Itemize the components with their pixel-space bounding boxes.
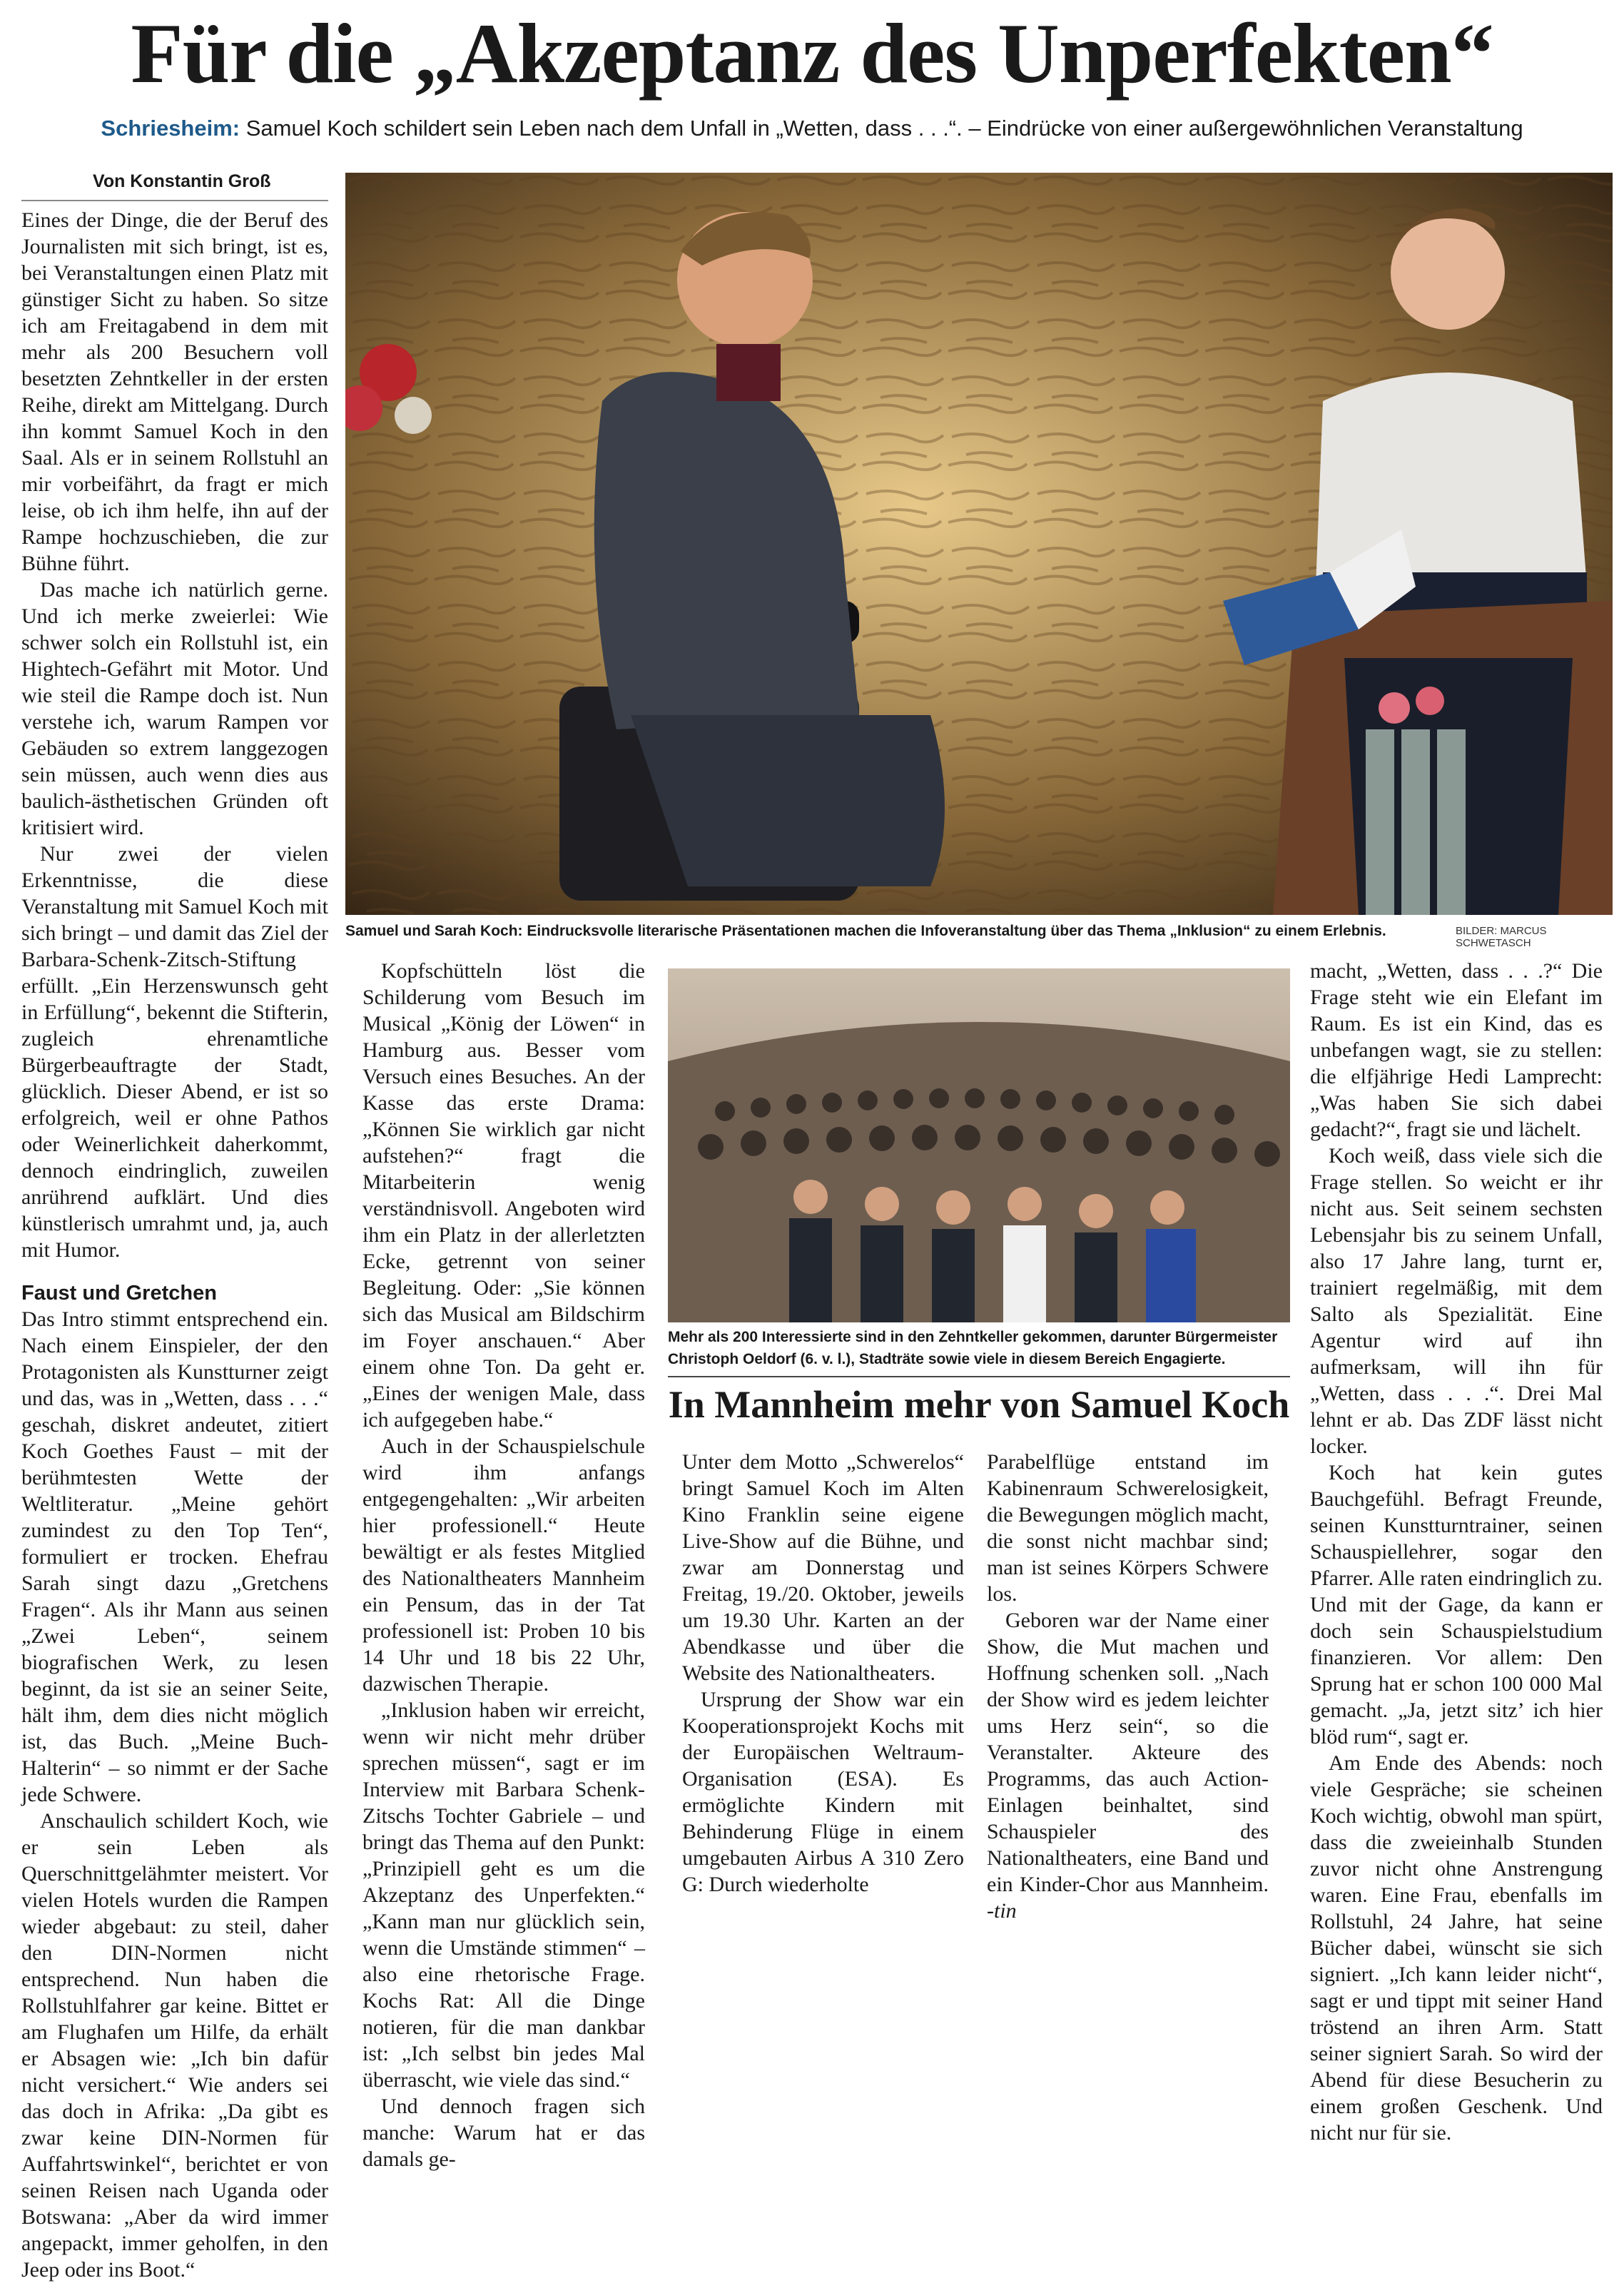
- info-box-title: In Mannheim mehr von Samuel Koch: [668, 1383, 1290, 1426]
- info-box-column-a: [682, 1449, 964, 1898]
- paragraph: Das mache ich natürlich gerne. Und ich merke zweierlei: Wie schwer solch ein Rollstuhl ist, ein Hightech-Gefährt mit Motor. Und wie steil die Rampe doch ist. Nun verstehe ich, warum Rampen vor Gebäuden so extrem langgezogen sein müssen, auch wenn dies aus baulich-ästhetischen Gründen oft kritisiert wird.: [21, 578, 328, 839]
- paragraph: Ursprung der Show war ein Kooperationsprojekt Kochs mit der Europäischen Weltraum-Organisation (ESA). Es ermöglichte Kindern mit Behinderung Flüge in einem umgebauten Airbus A 310 Zero G: Durch wiederholte: [682, 1688, 964, 1896]
- subheadline-text: Samuel Koch schildert sein Leben nach dem Unfall in „Wetten, dass . . .“. – Eindrücke von einer außergewöhnlichen Veranstaltung: [245, 116, 1523, 141]
- paragraph: Am Ende des Abends: noch viele Gespräche; sie scheinen Koch wichtig, obwohl man spürt, dass die zweieinhalb Stunden zuvor nicht ohne Anstrengung waren. Eine Frau, ebenfalls im Rollstuhl, 24 Jahre, hat seine Bücher dabei, wünscht sie sich signiert. „Ich kann leider nicht“, sagt er und tippt mit seiner Hand tröstend an ihren Arm. Statt seiner signiert Sarah. So wird der Abend für diese Besucherin zu einem großen Geschenk. Und nicht nur für sie.: [1310, 1751, 1603, 2145]
- subheading: Faust und Gretchen: [21, 1282, 217, 1305]
- headline: Für die „Akzeptanz des Unperfekten“: [131, 6, 1493, 101]
- paragraph: Nur zwei der vielen Erkenntnisse, die diese Veranstaltung mit Samuel Koch mit sich bringt – und damit das Ziel der Barbara-Schenk-Zitsch-Stiftung erfüllt. „Ein Herzenswunsch geht in Erfüllung“, bekennt die Stifterin, zugleich ehrenamtliche Bürgerbeauftragte der Stadt, glücklich. Dieser Abend, er ist so erfolgreich, weil er ohne Pathos oder Weinerlichkeit daherkommt, dennoch eindringlich, zuweilen anrührend aufklärt. Und dies künstlerisch umrahmt und, ja, auch mit Humor.: [21, 842, 328, 1262]
- paragraph: Unter dem Motto „Schwerelos“ bringt Samuel Koch im Alten Kino Franklin seine eigene Live-Show auf die Bühne, und zwar am Donnerstag und Freitag, 19./20. Oktober, jeweils um 19.30 Uhr. Karten an der Abendkasse und über die Website des Nationaltheaters.: [682, 1450, 964, 1685]
- main-photo-illustration: [345, 173, 1613, 915]
- info-box-column-b: [987, 1449, 1269, 1924]
- audience-photo: [668, 968, 1290, 1322]
- paragraph: Anschaulich schildert Koch, wie er sein Leben als Querschnittgelähmter meistert. Vor vielen Hotels wurden die Rampen wieder abgebaut: zu steil, daher den DIN-Normen nicht entsprechend. Nun haben die Rollstuhlfahrer gar keine. Bittet er am Flughafen um Hilfe, da erhält er Absagen wie: „Ich bin dafür nicht versichert.“ Wie anders sei das doch in Afrika: „Da gibt es zwar keine DIN-Normen für Auffahrtswinkel“, berichtet er von seinen Reisen nach Uganda oder Botswana: „Aber da wird immer angepackt, immer geholfen, in den Jeep oder ins Boot.“: [21, 1809, 328, 2282]
- main-photo-caption: Samuel und Sarah Koch: Eindrucksvolle literarische Präsentationen machen die Infoveranstaltung über das Thema „Inklusion“ zu einem Erlebnis.: [345, 923, 1386, 939]
- subheadline: [0, 114, 1624, 143]
- article-column-1: [21, 207, 328, 2283]
- byline-rule: [21, 200, 328, 201]
- author-sign: -tin: [987, 1899, 1017, 1923]
- paragraph: Und dennoch fragen sich manche: Warum hat er das damals ge-: [362, 2095, 645, 2171]
- paragraph: Auch in der Schauspielschule wird ihm anfangs entgegengehalten: „Wir arbeiten hier professionell.“ Heute bewältigt er als festes Mitglied des Nationaltheaters Mannheim ein Pensum, das in der Tat professionell ist: Proben 10 bis 14 Uhr und 18 bis 22 Uhr, dazwischen Therapie.: [362, 1434, 645, 1696]
- paragraph: Koch hat kein gutes Bauchgefühl. Befragt Freunde, seinen Kunstturntrainer, seinen Schauspiellehrer, sogar den Pfarrer. Alle raten eindringlich zu. Und mit der Gage, da kann er doch sein Schauspielstudium finanzieren. Vor allem: Den Sprung hat er schon 100 000 Mal gemacht. „Ja, jetzt sitz’ ich hier blöd rum“, sagt er.: [1310, 1461, 1603, 1748]
- audience-photo-caption: Mehr als 200 Interessierte sind in den Zehntkeller gekommen, darunter Bürgermeister Christoph Oeldorf (6. v. l.), Stadträte sowie viele in diesem Bereich Engagierte.: [668, 1329, 1278, 1367]
- paragraph: Kopfschütteln löst die Schilderung vom Besuch im Musical „König der Löwen“ in Hamburg aus. Besser vom Versuch eines Besuches. An der Kasse das erste Drama: „Können Sie wirklich gar nicht aufstehen?“ fragt die Mitarbeiterin wenig verständnisvoll. Angeboten wird ihm ein Platz in der allerletzten Ecke, getrennt von seiner Begleitung. Oder: „Sie können sich das Musical am Bildschirm im Foyer anschauen.“ Aber einem ohne Ton. Da geht er. „Eines der wenigen Male, dass ich aufgegeben habe.“: [362, 959, 645, 1432]
- paragraph-text: Geboren war der Name einer Show, die Mut machen und Hoffnung schenken soll. „Nach der Show wird es jedem leichter ums Herz sein“, so die Veranstalter. Akteure des Programms, das auch Action-Einlagen beinhaltet, sind Schauspieler des Nationaltheaters, eine Band und ein Kinder-Chor aus Mannheim.: [987, 1609, 1269, 1896]
- article-column-2: [362, 958, 645, 2172]
- info-box-rule: [668, 1376, 1290, 1377]
- article-column-5: [1310, 958, 1603, 2146]
- paragraph: Das Intro stimmt entsprechend ein. Nach einem Einspieler, der den Protagonisten als Kunstturner zeigt und das, was in „Wetten, dass . . .“ geschah, diskret andeutet, zitiert Koch Goethes Faust – mit der berühmtesten Wette der Weltliteratur. „Meine gehört zumindest zu den Top Ten“, formuliert er trocken. Ehefrau Sarah singt dazu „Gretchens Fragen“. Als ihr Mann aus seinen „Zwei Leben“, seinem biografischen Werk, zu lesen beginnt, da ist sie an seiner Seite, hält ihm, dem dies nicht möglich ist, das Buch. „Meine Buch-Halterin“ – so nimmt er der Sache jede Schwere.: [21, 1307, 328, 1806]
- audience-photo-illustration: [668, 968, 1290, 1322]
- main-photo: [345, 173, 1613, 915]
- paragraph: Eines der Dinge, die der Beruf des Journalisten mit sich bringt, ist es, bei Veranstaltungen einen Platz mit günstiger Sicht zu haben. So sitze ich am Freitagabend in dem mit mehr als 200 Besuchern voll besetzten Zehntkeller in der ersten Reihe, direkt am Mittelgang. Durch ihn kommt Samuel Koch in den Saal. Als er in seinem Rollstuhl an mir vorbeifährt, da fragt er mich leise, ob ich ihm helfe, ihn auf der Rampe hochzuschieben, die zur Bühne führt.: [21, 208, 328, 575]
- paragraph: macht, „Wetten, dass . . .?“ Die Frage steht wie ein Elefant im Raum. Es ist ein Kind, das es unbefangen wagt, sie zu stellen: die elfjährige Hedi Lamprecht: „Was haben Sie sich dabei gedacht?“, fragt sie und lächelt.: [1310, 959, 1603, 1141]
- paragraph: Parabelflüge entstand im Kabinenraum Schwerelosigkeit, die Bewegungen möglich macht, die sonst nicht machbar sind; man ist seines Körpers Schwere los.: [987, 1450, 1269, 1606]
- subheadline-location: Schriesheim:: [101, 116, 240, 141]
- photo-credit: BILDER: MARCUS SCHWETASCH: [1456, 925, 1547, 949]
- byline: Von Konstantin Groß: [93, 171, 271, 191]
- paragraph: „Inklusion haben wir erreicht, wenn wir nicht mehr drüber sprechen müssen“, sagt er im Interview mit Barbara Schenk-Zitschs Tochter Gabriele – und bringt das Thema auf den Punkt: „Prinzipiell geht es um die Akzeptanz des Unperfekten.“ „Kann man nur glücklich sein, wenn die Umstände stimmen“ – also eine rhetorische Frage. Kochs Rat: All die Dinge notieren, für die man dankbar ist: „Ich selbst bin jedes Mal überrascht, wie viele das sind.“: [362, 1699, 645, 2092]
- paragraph: [987, 1607, 1269, 1924]
- paragraph: Koch weiß, dass viele sich die Frage stellen. So weicht er ihr nicht aus. Seit seinem sechsten Lebensjahr bis zu seinem Unfall, also 17 Jahre lang, turnt er, trainiert regelmäßig, mit dem Salto als Spezialität. Eine Agentur wird auf ihn aufmerksam, will ihn für „Wetten, dass . . .“. Drei Mal lehnt er ab. Das ZDF lässt nicht locker.: [1310, 1144, 1603, 1458]
